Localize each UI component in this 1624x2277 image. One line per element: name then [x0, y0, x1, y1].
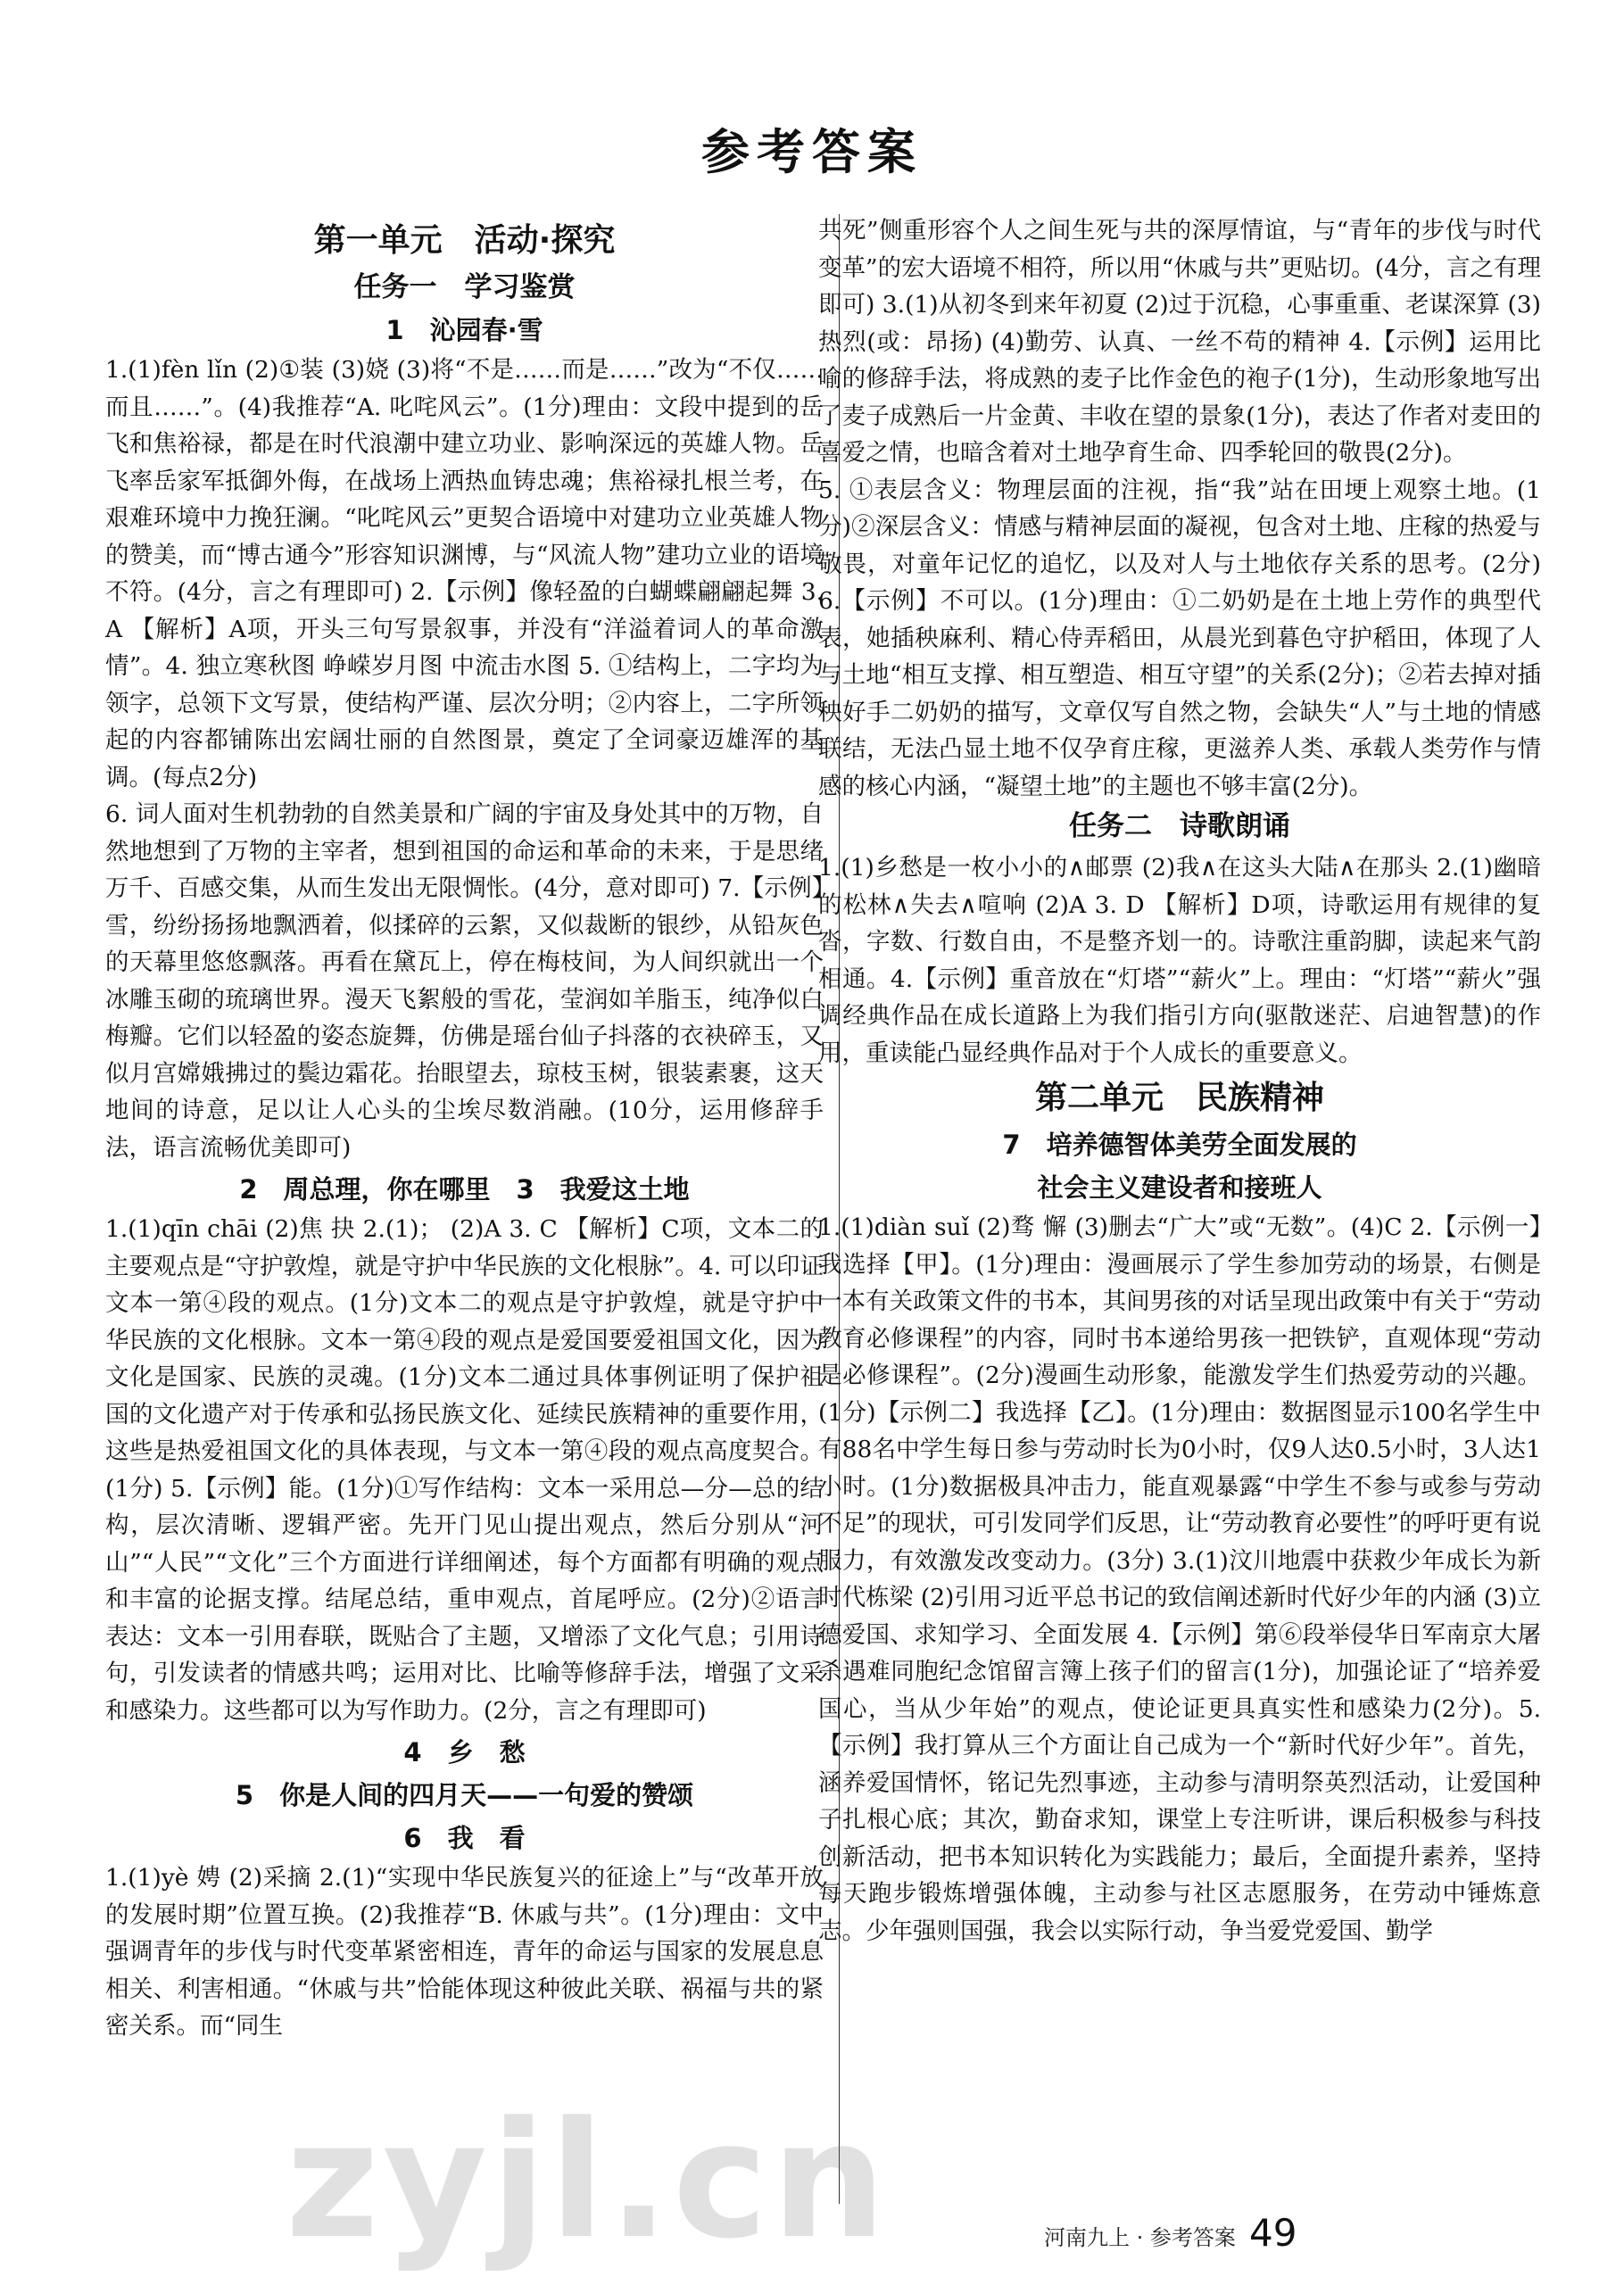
- lesson1-answers-cont: 6. 词人面对生机勃勃的自然美景和广阔的宇宙及身处其中的万物，自然地想到了万物的主宰者，想到祖国的命运和革命的未来，于是思绪万千、百感交集，从而生发出无限惆怅。(4分，意对即可) 7.【示例】雪，纷纷扬扬地飘洒着，似揉碎的云絮，又似裁断的银纱，从铅灰色的天幕里悠悠飘落。再看在黛瓦上，停在梅枝间，为人间织就出一个冰雕玉砌的琉璃世界。漫天飞絮般的雪花，莹润如羊脂玉，纯净似白梅瓣。它们以轻盈的姿态旋舞，仿佛是瑶台仙子抖落的衣袂碎玉，又似月宫嫦娥拂过的鬓边霜花。抬眼望去，琼枝玉树，银装素裹，这天地间的诗意，足以让人心头的尘埃尽数消融。(10分，运用修辞手法，语言流畅优美即可): [105, 800, 824, 1162]
- unit2-heading: 第二单元 民族精神: [1034, 1080, 1324, 1116]
- lesson6-answers: 1.(1)yè 娉 (2)采摘 2.(1)“实现中华民族复兴的征途上”与“改革开放的发展时期”位置互换。(2)我推荐“B. 休戚与共”。(1分)理由：文中强调青年的步伐与时代变革紧密相连，青年的命运与国家的发展息息相关、利害相通。“休戚与共”恰能体现这种彼此关联、祸福与共的紧密关系。而“同生: [105, 1864, 824, 2040]
- lesson6-heading: 6 我 看: [403, 1823, 526, 1853]
- left-column: [105, 214, 824, 2204]
- page-footer: 河南九上 · 参考答案: [1044, 2225, 1236, 2250]
- lesson7-heading-line2: 社会主义建设者和接班人: [1037, 1172, 1322, 1203]
- unit1-heading: 第一单元 活动·探究: [313, 222, 616, 259]
- page-number: 49: [1249, 2211, 1297, 2255]
- lesson6-answers-cont: 共死”侧重形容个人之间生死与共的深厚情谊，与“青年的步伐与时代变革”的宏大语境不相符，所以用“休戚与共”更贴切。(4分，言之有理即可) 3.(1)从初冬到来年初夏 (2)过于沉稳，心事重重、老谋深算 (3)热烈(或：昂扬) (4)勤劳、认真、一丝不苟的精神 4.【示例】运用比喻的修辞手法，将成熟的麦子比作金色的袍子(1分)，生动形象地写出了麦子成熟后一片金黄、丰收在望的景象(1分)，表达了作者对麦田的喜爱之情，也暗含着对土地孕育生命、四季轮回的敬畏(2分)。: [818, 217, 1541, 467]
- lesson2-3-answers: 1.(1)qīn chāi (2)焦 抉 2.(1)； (2)A 3. C 【解析】C项，文本二的主要观点是“守护敦煌，就是守护中华民族的文化根脉”。4. 可以印证文本一第④段的观点。(1分)文本二的观点是守护敦煌，就是守护中华民族的文化根脉。文本一第④段的观点是爱国要爱祖国文化，因为文化是国家、民族的灵魂。(1分)文本二通过具体事例证明了保护祖国的文化遗产对于传承和弘扬民族文化、延续民族精神的重要作用，这些是热爱祖国文化的具体表现，与文本一第④段的观点高度契合。(1分) 5.【示例】能。(1分)①写作结构：文本一采用总—分—总的结构，层次清晰、逻辑严密。先开门见山提出观点，然后分别从“河山”“人民”“文化”三个方面进行详细阐述，每个方面都有明确的观点和丰富的论据支撑。结尾总结，重申观点，首尾呼应。(2分)②语言表达：文本一引用春联，既贴合了主题，又增添了文化气息；引用诗句，引发读者的情感共鸣；运用对比、比喻等修辞手法，增强了文采和感染力。这些都可以为写作助力。(2分，言之有理即可): [105, 1215, 824, 1725]
- lesson1-heading: 1 沁园春·雪: [385, 315, 543, 345]
- task1-heading: 任务一 学习鉴赏: [353, 271, 576, 303]
- lesson4-heading: 4 乡 愁: [403, 1737, 526, 1768]
- right-column: [818, 212, 1541, 2202]
- lesson5-heading: 5 你是人间的四月天——一句爱的赞颂: [235, 1780, 694, 1810]
- task2-answers: 1.(1)乡愁是一枚小小的∧邮票 (2)我∧在这头大陆∧在那头 2.(1)幽暗的松林∧失去∧喧响 (2)A 3. D 【解析】D项，诗歌运用有规律的复沓，字数、行数自由，不是整齐划一的。诗歌注重韵脚，读起来气韵相通。4.【示例】重音放在“灯塔”“薪火”上。理由：“灯塔”“薪火”强调经典作品在成长道路上为我们指引方向(驱散迷茫、启迪智慧)的作用，重读能凸显经典作品对于个人成长的重要意义。: [818, 854, 1541, 1067]
- lesson1-answers: 1.(1)fèn lǐn (2)①装 (3)娆 (3)将“不是……而是……”改为“不仅……而且……”。(4)我推荐“A. 叱咤风云”。(1分)理由：文段中提到的岳飞和焦裕禄，都是在时代浪潮中建立功业、影响深远的英雄人物。岳飞率岳家军抵御外侮，在战场上洒热血铸忠魂；焦裕禄扎根兰考，在艰难环境中力挽狂澜。“叱咤风云”更契合语境中对建功立业英雄人物的赞美，而“博古通今”形容知识渊博，与“风流人物”建功立业的语境不符。(4分，言之有理即可) 2.【示例】像轻盈的白蝴蝶翩翩起舞 3. A 【解析】A项，开头三句写景叙事，并没有“洋溢着词人的革命激情”。4. 独立寒秋图 峥嵘岁月图 中流击水图 5. ①结构上，二字均为领字，总领下文写景，使结构严谨、层次分明；②内容上，二字所领起的内容都铺陈出宏阔壮丽的自然图景，奠定了全词豪迈雄浑的基调。(每点2分): [105, 356, 824, 791]
- lesson6-answers-cont2: 5. ①表层含义：物理层面的注视，指“我”站在田埂上观察土地。(1分)②深层含义：情感与精神层面的凝视，包含对土地、庄稼的热爱与敬畏，对童年记忆的追忆，以及对人与土地依存关系的思考。(2分) 6.【示例】不可以。(1分)理由：①二奶奶是在土地上劳作的典型代表，她插秧麻利、精心侍弄稻田，从晨光到暮色守护稻田，体现了人与土地“相互支撑、相互塑造、相互守望”的关系(2分)；②若去掉对插秧好手二奶奶的描写，文章仅写自然之物，会缺失“人”与土地的情感联结，无法凸显土地不仅孕育庄稼，更滋养人类、承载人类劳作与情感的核心内涵，“凝望土地”的主题也不够丰富(2分)。: [818, 476, 1541, 800]
- lesson7-heading-line1: 7 培养德智体美劳全面发展的: [1002, 1130, 1357, 1160]
- page-title: 参考答案: [701, 124, 923, 180]
- watermark: zyjl.cn: [286, 2088, 890, 2274]
- task2-heading: 任务二 诗歌朗诵: [1069, 810, 1290, 842]
- lesson7-answers: 1.(1)diàn suǐ (2)骛 懈 (3)删去“广大”或“无数”。(4)C 2.【示例一】我选择【甲】。(1分)理由：漫画展示了学生参加劳动的场景，右侧是一本有关政策文件的书本，其间男孩的对话呈现出政策中有关于“劳动教育必修课程”的内容，同时书本递给男孩一把铁铲，直观体现“劳动是必修课程”。(2分)漫画生动形象，能激发学生们热爱劳动的兴趣。(1分)【示例二】我选择【乙】。(1分)理由：数据图显示100名学生中有88名中学生每日参与劳动时长为0小时，仅9人达0.5小时，3人达1小时。(1分)数据极具冲击力，能直观暴露“中学生不参与或参与劳动不足”的现状，可引发同学们反思，让“劳动教育必要性”的呼吁更有说服力，有效激发改变动力。(3分) 3.(1)汶川地震中获救少年成长为新时代栋梁 (2)引用习近平总书记的致信阐述新时代好少年的内涵 (3)立德爱国、求知学习、全面发展 4.【示例】第⑥段举侵华日军南京大屠杀遇难同胞纪念馆留言簿上孩子们的留言(1分)，加强论证了“培养爱国心，当从少年始”的观点，使论证更具真实性和感染力(2分)。5.【示例】我打算从三个方面让自己成为一个“新时代好少年”。首先，涵养爱国情怀，铭记先烈事迹，主动参与清明祭英烈活动，让爱国种子扎根心底；其次，勤奋求知，课堂上专注听讲，课后积极参与科技创新活动，把书本知识转化为实践能力；最后，全面提升素养，坚持每天跑步锻炼增强体魄，主动参与社区志愿服务，在劳动中锤炼意志。少年强则国强，我会以实际行动，争当爱党爱国、勤学: [818, 1213, 1541, 1945]
- lesson2-3-heading: 2 周总理，你在哪里 3 我爱这土地: [239, 1174, 690, 1205]
